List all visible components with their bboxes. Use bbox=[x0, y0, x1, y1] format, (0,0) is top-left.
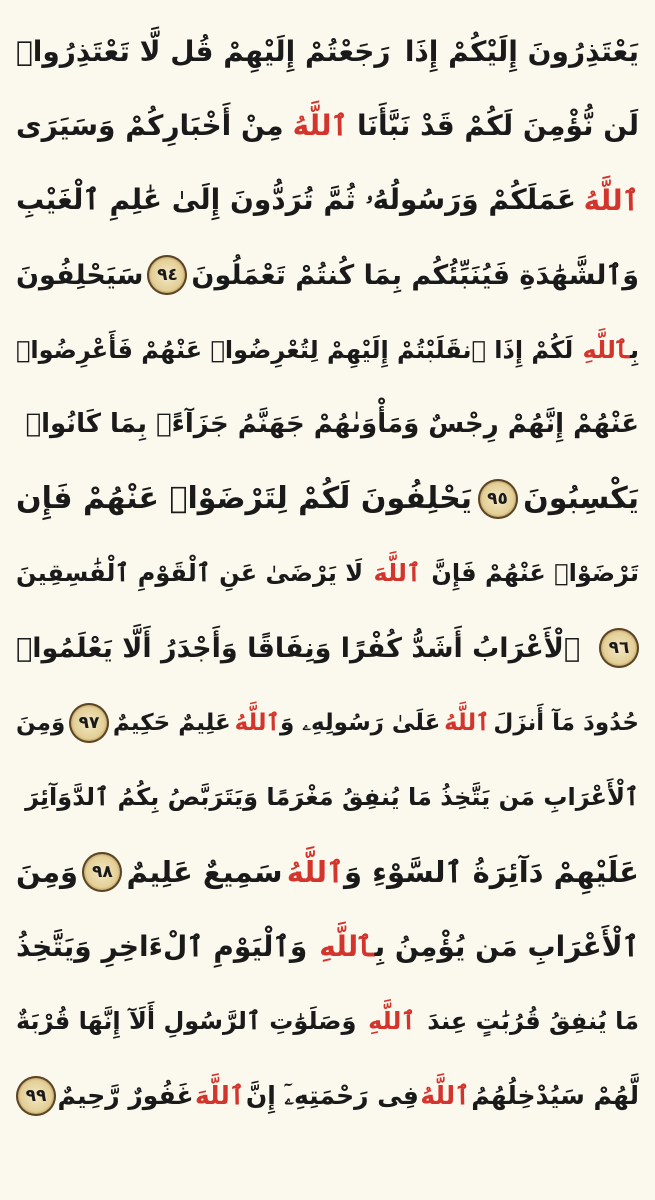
verse-text: فِى رَحْمَتِهِۦٓ إِنَّ bbox=[245, 1080, 419, 1110]
verse-text: وَٱلْيَوْمِ ٱلْءَاخِرِ وَيَتَّخِذُ bbox=[16, 929, 308, 963]
verse-text: يَعْتَذِرُونَ إِلَيْكُمْ إِذَا bbox=[404, 34, 639, 68]
divine-name: ٱللَّهِ bbox=[582, 335, 630, 364]
ayah-number-marker: ٩٥ bbox=[478, 479, 518, 519]
text-line-12 bbox=[16, 835, 639, 910]
verse-text: لَا يَرْضَىٰ عَنِ ٱلْقَوْمِ ٱلْفَٰسِقِينَ bbox=[16, 559, 364, 588]
ayah-number-marker: ٩٩ bbox=[16, 1076, 56, 1116]
verse-text: وَٱلشَّهَٰدَةِ فَيُنَبِّئُكُم بِمَا كُنتُمْ تَعْمَلُونَ bbox=[191, 259, 639, 291]
ayah-number-marker: ٩٦ bbox=[599, 628, 639, 668]
verse-text: غَفُورٌ رَّحِيمٌ bbox=[57, 1081, 194, 1111]
verse-text: تَرْضَوْا۟ عَنْهُمْ فَإِنَّ bbox=[431, 559, 639, 588]
text-line-15 bbox=[16, 1058, 639, 1133]
verse-text: سَيَحْلِفُونَ bbox=[16, 259, 144, 291]
text-line-6 bbox=[16, 387, 639, 462]
divine-name: ٱللَّهُ bbox=[444, 709, 490, 736]
text-line-11 bbox=[16, 760, 639, 835]
divine-name: ٱللَّهِ bbox=[368, 1007, 416, 1036]
verse-text: عَلِيمٌ حَكِيمٌ bbox=[112, 709, 231, 736]
divine-name: ٱللَّهِ bbox=[319, 929, 375, 963]
ayah-number-marker: ٩٤ bbox=[147, 255, 187, 295]
text-line-2 bbox=[16, 89, 639, 164]
verse-text: سَمِيعٌ عَلِيمٌ bbox=[126, 854, 283, 889]
verse-text bbox=[235, 710, 441, 736]
verse-text: مِنْ أَخْبَارِكُمْ وَسَيَرَى bbox=[16, 109, 284, 143]
divine-name: ٱللَّهُ bbox=[292, 109, 348, 143]
verse-text bbox=[319, 930, 639, 963]
divine-name: ٱللَّهُ bbox=[583, 183, 639, 217]
divine-name: ٱللَّهُ bbox=[234, 709, 281, 736]
text-line-5 bbox=[16, 312, 639, 387]
verse-text: لَكُمْ إِذَا ٱنقَلَبْتُمْ إِلَيْهِمْ لِتُعْرِضُوا۟ عَنْهُمْ فَأَعْرِضُوا۟ bbox=[16, 335, 574, 364]
verse-text: ٱلْأَعْرَابِ مَن يَتَّخِذُ مَا يُنفِقُ مَغْرَمًا وَيَتَرَبَّصُ بِكُمُ ٱلدَّوَآئِرَ bbox=[25, 783, 639, 812]
verse-text: يَكْسِبُونَ bbox=[523, 481, 639, 517]
ayah-number-marker: ٩٨ bbox=[82, 852, 122, 892]
divine-name: ٱللَّهُ bbox=[420, 1081, 470, 1111]
ayah-number-marker: ٩٧ bbox=[69, 703, 109, 743]
verse-text: وَصَلَوَٰتِ ٱلرَّسُولِ أَلَآ إِنَّهَا قُرْبَةٌ bbox=[16, 1007, 357, 1036]
verse-text bbox=[583, 336, 639, 364]
verse-text: مَا يُنفِقُ قُرُبَٰتٍ عِندَ bbox=[427, 1007, 639, 1036]
text-line-8 bbox=[16, 536, 639, 611]
text-line-10 bbox=[16, 685, 639, 760]
divine-name: ٱللَّهُ bbox=[286, 854, 345, 889]
divine-name: ٱللَّهَ bbox=[373, 559, 421, 588]
verse-text-fragment: بِ bbox=[629, 335, 639, 364]
verse-text-fragment: ٱلْأَعْرَابِ مَن يُؤْمِنُ بِ bbox=[374, 929, 639, 963]
text-line-9 bbox=[16, 611, 639, 686]
text-line-1 bbox=[16, 14, 639, 89]
text-line-13 bbox=[16, 909, 639, 984]
verse-text bbox=[287, 855, 639, 889]
text-line-3 bbox=[16, 163, 639, 238]
verse-text: لَّهُمْ سَيُدْخِلُهُمُ bbox=[471, 1081, 639, 1111]
verse-text: عَمَلَكُمْ وَرَسُولُهُۥ ثُمَّ تُرَدُّونَ إِلَىٰ عَٰلِمِ ٱلْغَيْبِ bbox=[16, 183, 576, 217]
text-line-4 bbox=[16, 238, 639, 313]
divine-name: ٱللَّهَ bbox=[195, 1081, 245, 1111]
verse-text: عَنْهُمْ إِنَّهُمْ رِجْسٌ وَمَأْوَىٰهُمْ جَهَنَّمُ جَزَآءًۢ بِمَا كَانُوا۟ bbox=[25, 409, 639, 440]
verse-text: حُدُودَ مَآ أَنزَلَ bbox=[493, 709, 639, 736]
verse-text: رَجَعْتُمْ إِلَيْهِمْ قُل لَّا تَعْتَذِرُوا۟ bbox=[16, 34, 391, 68]
verse-text: يَحْلِفُونَ لَكُمْ لِتَرْضَوْا۟ عَنْهُمْ فَإِن bbox=[16, 481, 472, 517]
verse-text-fragment: عَلَىٰ رَسُولِهِۦ وَ bbox=[280, 709, 441, 736]
verse-text: لَن نُّؤْمِنَ لَكُمْ قَدْ نَبَّأَنَا bbox=[356, 109, 639, 143]
verse-text: وَمِنَ bbox=[16, 709, 66, 736]
verse-text: وَمِنَ bbox=[16, 854, 79, 889]
verse-text-fragment: عَلَيْهِمْ دَآئِرَةُ ٱلسَّوْءِ وَ bbox=[344, 854, 639, 889]
text-line-14 bbox=[16, 984, 639, 1059]
verse-text: ٱلْأَعْرَابُ أَشَدُّ كُفْرًا وَنِفَاقًا وَأَجْدَرُ أَلَّا يَعْلَمُوا۟ bbox=[16, 632, 581, 664]
text-line-7 bbox=[16, 462, 639, 537]
